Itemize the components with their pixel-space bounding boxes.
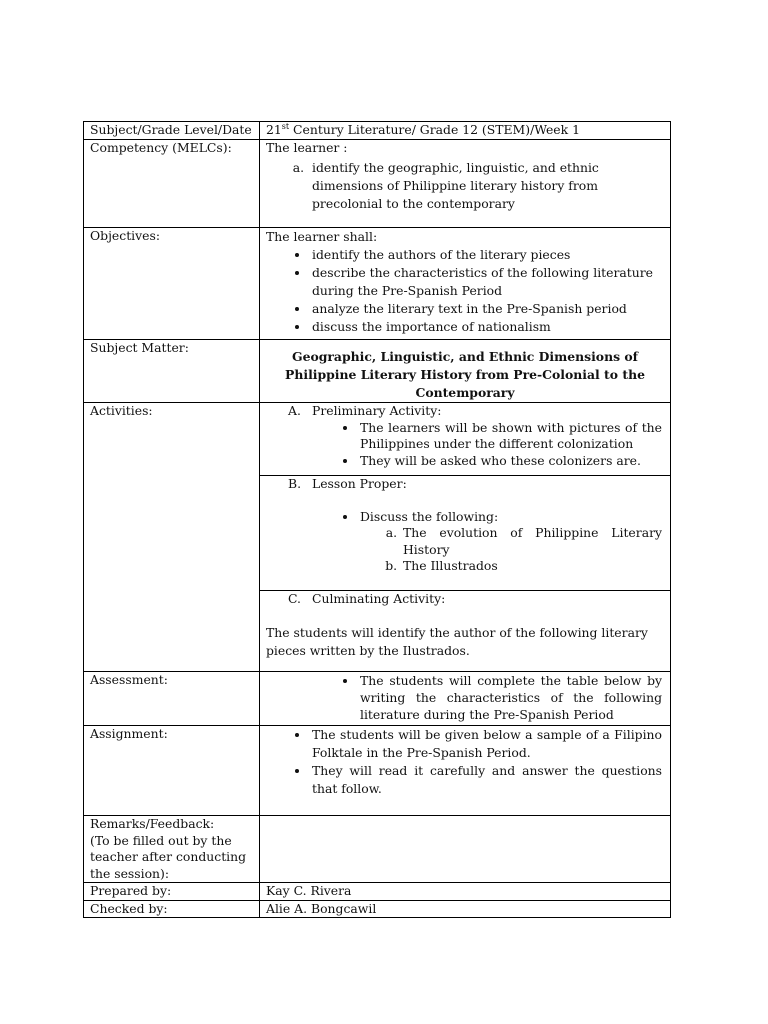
subject-row <box>84 122 671 140</box>
objective-item: • describe the characteristics of the following literature during the Pre-Spanish Period <box>310 264 660 300</box>
remarks-note: (To be filled out by the teacher after conducting the session): <box>90 832 247 881</box>
remarks-label: Remarks/Feedback: <box>90 816 215 831</box>
assignment-item: • The students will be given below a sample of a Filipino Folktale in the Pre-Spanish Period. <box>310 726 662 762</box>
lesson-sub-list <box>266 525 664 575</box>
assignment-list <box>266 726 664 798</box>
activities-row-preliminary <box>84 403 671 476</box>
preliminary-heading <box>266 403 664 420</box>
lesson-heading <box>266 476 664 493</box>
lesson-letter: B. <box>288 476 302 491</box>
assessment-list <box>266 672 664 723</box>
remarks-label-cell <box>84 816 260 883</box>
activities-label: Activities: <box>84 403 260 672</box>
checked-label: Checked by: <box>84 900 260 918</box>
preliminary-item: • The learners will be shown with pictures of the Philippines under the different colonization <box>358 420 662 453</box>
subject-matter-row <box>84 340 671 403</box>
competency-intro: The learner : <box>266 140 348 155</box>
assignment-row <box>84 726 671 816</box>
objective-item: • analyze the literary text in the Pre-Spanish period <box>310 300 660 318</box>
competency-list <box>266 159 664 213</box>
objectives-intro: The learner shall: <box>266 229 378 244</box>
assignment-item: • They will read it carefully and answer the questions that follow. <box>310 762 662 798</box>
subject-label: Subject/Grade Level/Date <box>84 122 260 140</box>
subject-prefix: 21 <box>266 122 282 137</box>
lesson-list <box>266 509 664 526</box>
assessment-row <box>84 672 671 726</box>
culminating-text: The students will identify the author of the following literary pieces written by the Ilustrados. <box>266 624 648 658</box>
assignment-cell <box>260 726 671 816</box>
remarks-row <box>84 816 671 883</box>
lesson-item: b. The Illustrados <box>401 558 662 575</box>
culminating-letter: C. <box>288 591 301 606</box>
assessment-cell <box>260 672 671 726</box>
lesson-item: a. The evolution of Philippine Literary History <box>401 525 662 558</box>
preliminary-title: Preliminary Activity: <box>312 403 442 418</box>
subject-rest: Century Literature/ Grade 12 (STEM)/Week 1 <box>289 122 580 137</box>
culminating-cell <box>260 591 671 672</box>
objectives-label: Objectives: <box>84 228 260 340</box>
objective-item: • identify the authors of the literary pieces <box>310 246 660 264</box>
checked-row <box>84 900 671 918</box>
lesson-cell <box>260 476 671 591</box>
subject-matter-cell <box>260 340 671 403</box>
competency-label: Competency (MELCs): <box>84 140 260 228</box>
preliminary-letter: A. <box>288 403 301 418</box>
prepared-label: Prepared by: <box>84 883 260 901</box>
subject-matter-title: Geographic, Linguistic, and Ethnic Dimensions of Philippine Literary History from Pre-Colonial to the Contemporary <box>285 349 645 400</box>
competency-cell <box>260 140 671 228</box>
subject-value <box>260 122 671 140</box>
competency-item: a. identify the geographic, linguistic, and ethnic dimensions of Philippine literary history from precolonial to the contemporary <box>308 159 660 213</box>
competency-row <box>84 140 671 228</box>
assignment-label: Assignment: <box>84 726 260 816</box>
preliminary-item: • They will be asked who these colonizers are. <box>358 453 662 470</box>
objectives-cell <box>260 228 671 340</box>
objective-item: • discuss the importance of nationalism <box>310 318 660 336</box>
preliminary-list <box>266 420 664 470</box>
preliminary-cell <box>260 403 671 476</box>
objectives-list <box>266 246 664 336</box>
prepared-value: Kay C. Rivera <box>260 883 671 901</box>
culminating-heading <box>266 591 664 608</box>
lesson-plan-table <box>83 121 671 918</box>
checked-value: Alie A. Bongcawil <box>260 900 671 918</box>
culminating-title: Culminating Activity: <box>312 591 446 606</box>
assessment-label: Assessment: <box>84 672 260 726</box>
remarks-value <box>260 816 671 883</box>
prepared-row <box>84 883 671 901</box>
lesson-intro: • Discuss the following: <box>358 509 662 526</box>
subject-sup: st <box>281 121 290 131</box>
subject-matter-label: Subject Matter: <box>84 340 260 403</box>
objectives-row <box>84 228 671 340</box>
lesson-title: Lesson Proper: <box>312 476 407 491</box>
assessment-item: • The students will complete the table below by writing the characteristics of the following literature during the Pre-Spanish Period <box>358 672 662 723</box>
